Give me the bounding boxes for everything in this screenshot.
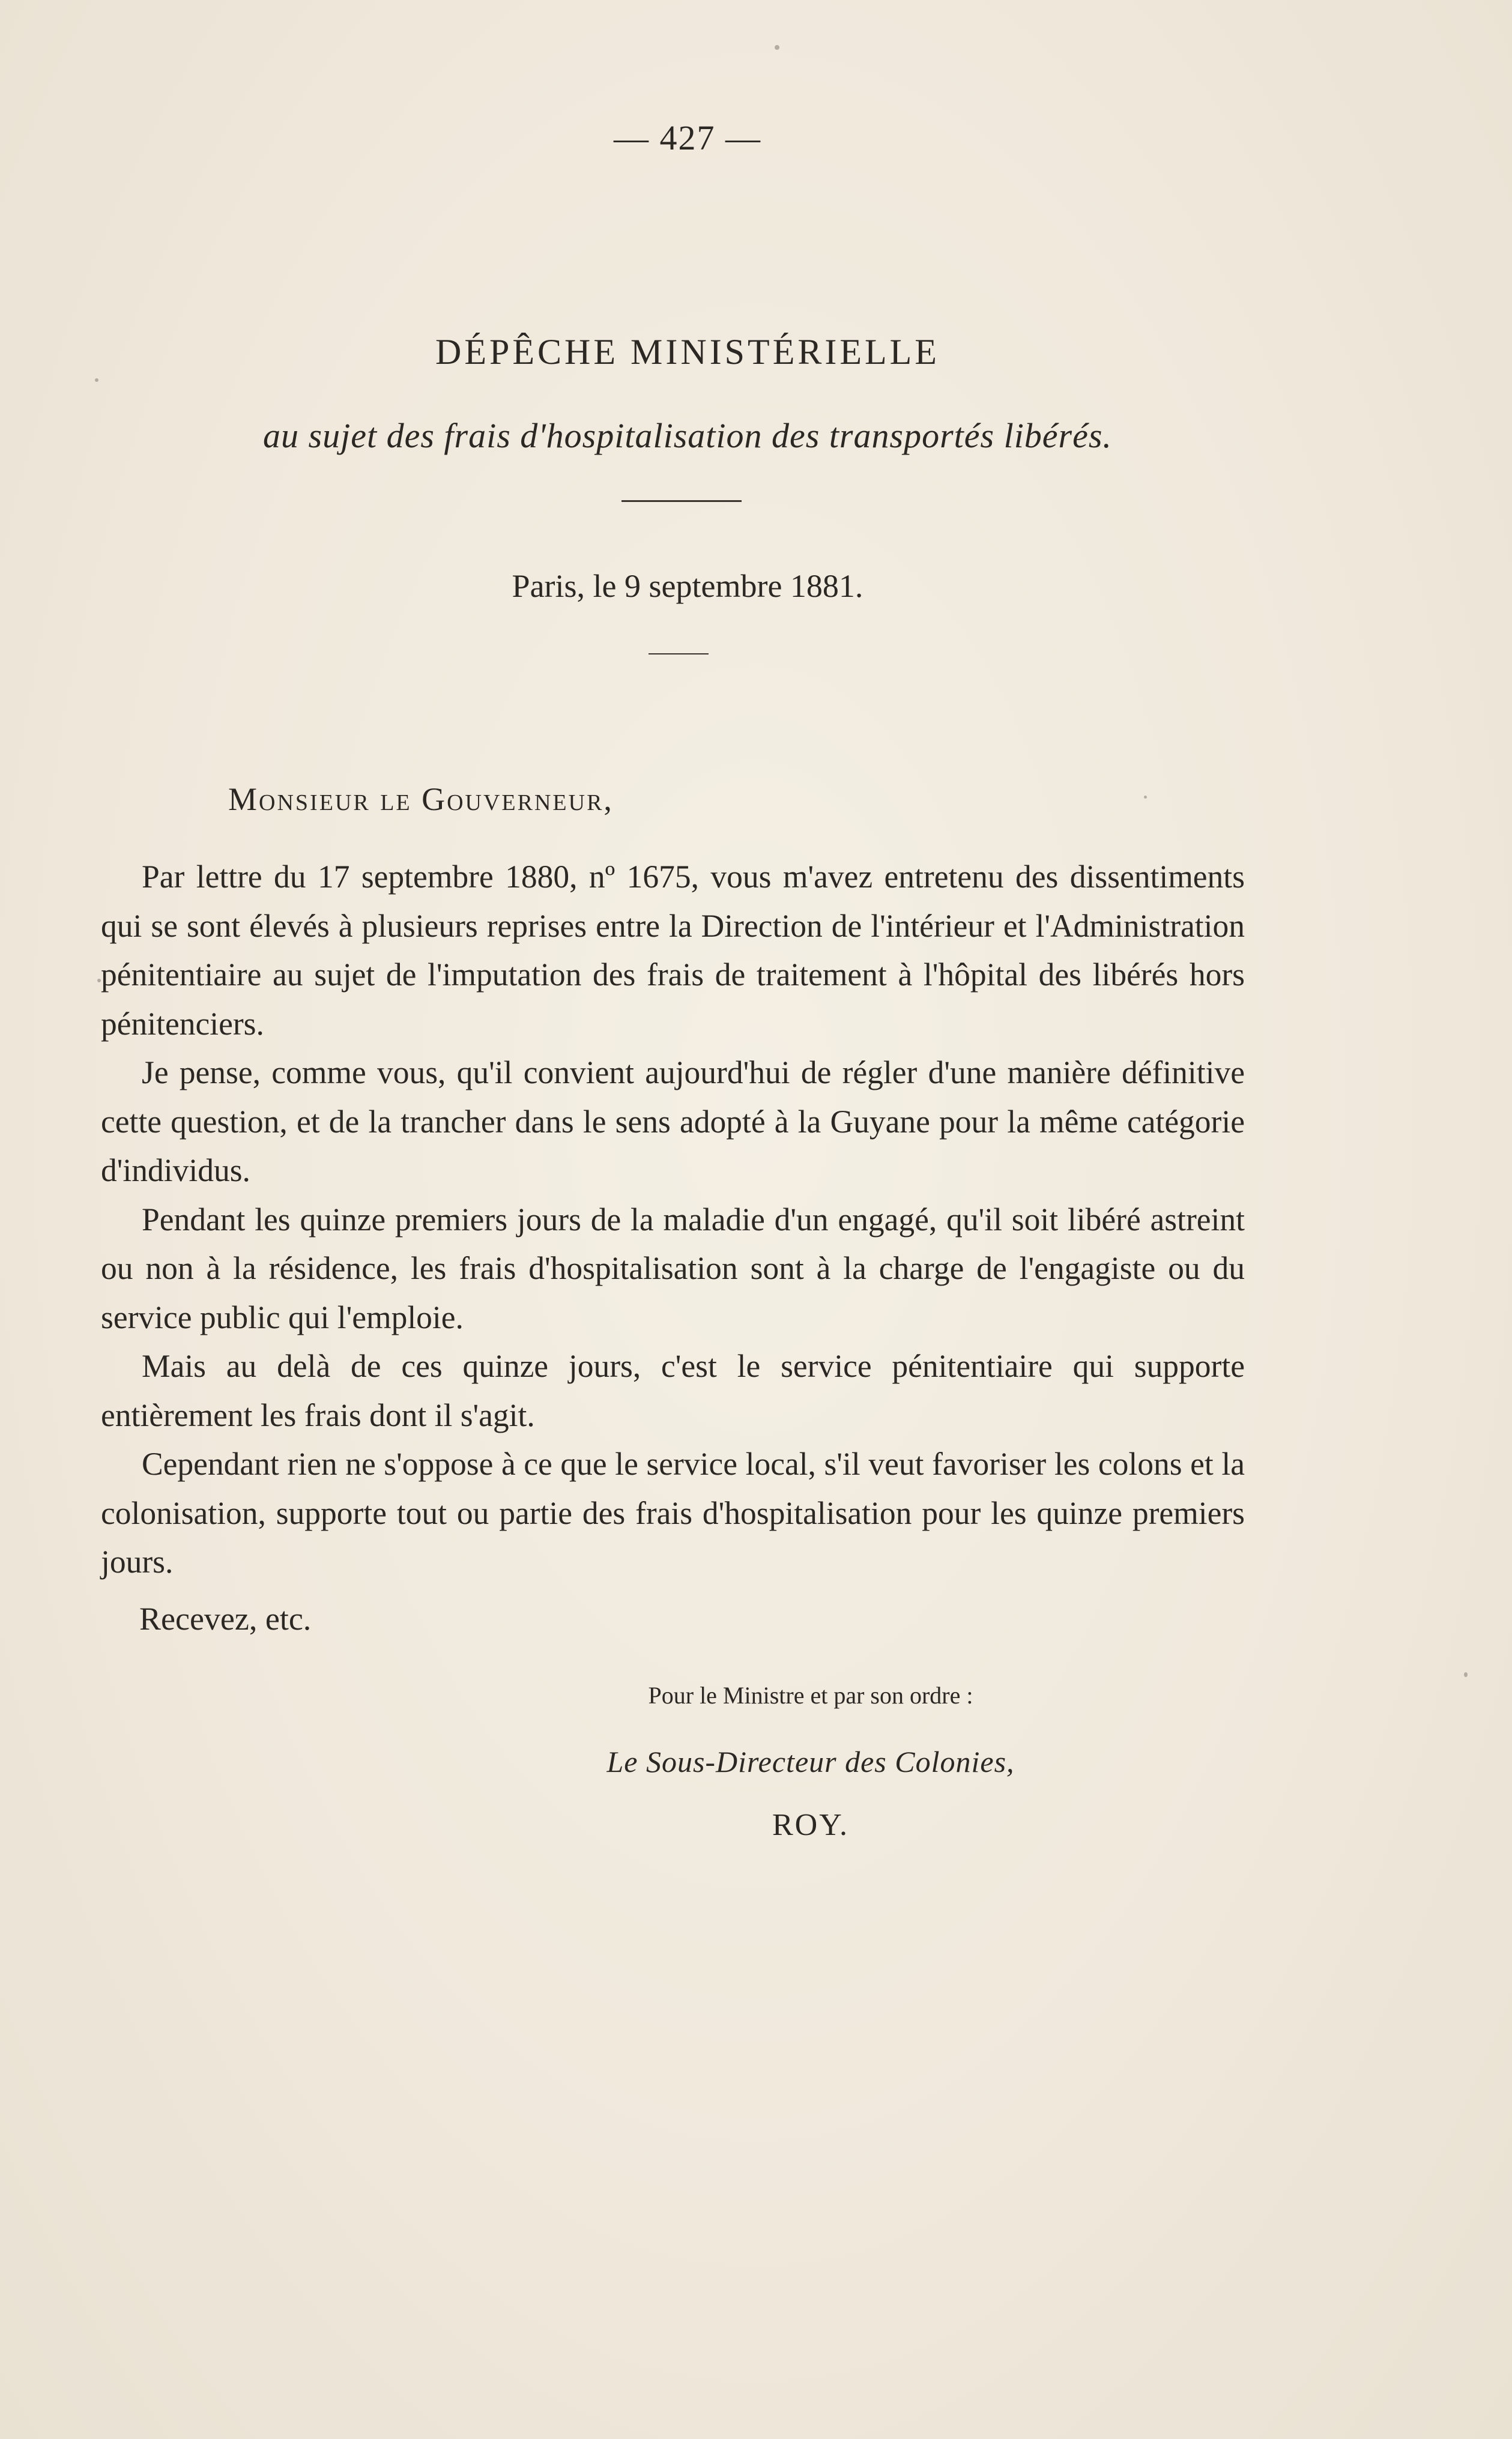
signature-authority: Pour le Ministre et par son ordre : [648,1682,973,1709]
document-subtitle: au sujet des frais d'hospitalisation des transportés libérés. [263,416,1112,455]
salutation: Monsieur le Gouverneur, [228,781,614,817]
paper-speck [1464,1672,1468,1677]
divider-rule-short [649,653,709,654]
divider-rule [621,500,742,502]
page-number: — 427 — [614,118,761,157]
paragraph: Mais au delà de ces quinze jours, c'est le service pénitentiaire qui supporte entièrement les frais dont il s'agit. [101,1348,1245,1433]
paper-speck [1144,796,1147,799]
paragraph: Cependant rien ne s'oppose à ce que le service local, s'il veut favoriser les colons et la colonisation, supporte tout ou partie des frais d'hospitalisation pour les quinze premiers jours. [101,1446,1245,1580]
paper-speck [95,378,98,382]
paragraph: Pendant les quinze premiers jours de la maladie d'un engagé, qu'il soit libéré astreint ou non à la résidence, les frais d'hospitalisation sont à la charge de l'engagiste ou du service public qui l'emploie. [101,1201,1245,1335]
paper-speck [97,979,101,982]
document-title: DÉPÊCHE MINISTÉRIELLE [435,332,940,372]
signature-title: Le Sous-Directeur des Colonies, [606,1745,1015,1779]
closing-formula: Recevez, etc. [139,1601,312,1637]
date-line: Paris, le 9 septembre 1881. [512,568,863,604]
paragraph: Je pense, comme vous, qu'il convient aujourd'hui de régler d'une manière définitive cette question, et de la trancher dans le sens adopté à la Guyane pour la même catégorie d'individus. [101,1054,1245,1188]
signature-name: ROY. [772,1808,850,1842]
letter-body [101,853,1245,1587]
paper-speck [775,45,779,50]
paragraph: Par lettre du 17 septembre 1880, nº 1675, vous m'avez entretenu des dissentiments qui se sont élevés à plusieurs reprises entre la Direction de l'intérieur et l'Administration pénitentiaire au sujet de l'imputation des frais de traitement à l'hôpital des libérés hors pénitenciers. [101,859,1245,1042]
